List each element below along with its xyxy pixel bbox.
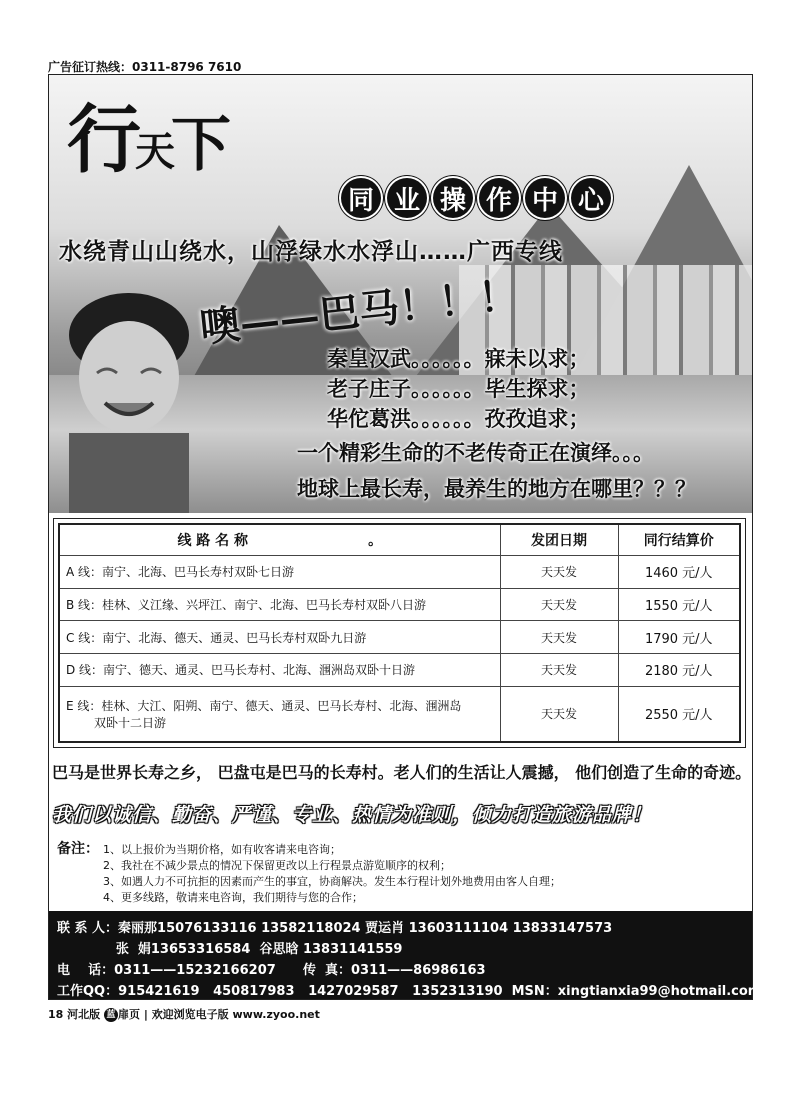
- notes-heading: 备注：: [57, 841, 99, 857]
- title-char: 操: [433, 178, 473, 218]
- hero-line: 老子庄子。。。。。。毕生探求；: [327, 377, 590, 401]
- hero-line: 秦皇汉武。。。。。。寐未以求；: [327, 347, 590, 371]
- edition-label: 河北版: [67, 1008, 101, 1021]
- footer-website: 欢迎浏览电子版 www.zyoo.net: [151, 1008, 320, 1021]
- date-cell: 天天发: [500, 556, 618, 589]
- title-char: 心: [571, 178, 611, 218]
- route-table-box: [53, 518, 746, 748]
- hero-banner: [49, 75, 752, 513]
- logo-char: 天: [135, 128, 175, 175]
- header-date: 发团日期: [500, 524, 618, 556]
- hero-line: 地球上最长寿，最养生的地方在哪里？？？: [297, 477, 696, 501]
- header-dot: 。: [368, 533, 383, 549]
- route-line: E 线：桂林、大江、阳朔、南宁、德天、通灵、巴马长寿村、北海、涠洲岛: [66, 698, 462, 713]
- center-title: [341, 178, 611, 218]
- price-cell: 1790 元/人: [618, 621, 740, 654]
- hero-line: 一个精彩生命的不老传奇正在演绎。。。: [297, 441, 654, 465]
- route-cell: D 线：南宁、德天、通灵、巴马长寿村、北海、涠洲岛双卧十日游: [59, 654, 500, 687]
- table-header-row: [59, 524, 740, 556]
- price-cell: 2180 元/人: [618, 654, 740, 687]
- table-row: [59, 621, 740, 654]
- logo-char: 下: [171, 110, 231, 180]
- elderly-woman-photo: [57, 275, 197, 513]
- date-cell: 天天发: [500, 654, 618, 687]
- badge-icon: 蓝: [104, 1008, 118, 1022]
- route-cell: C 线：南宁、北海、德天、通灵、巴马长寿村双卧九日游: [59, 621, 500, 654]
- route-price-table: [58, 523, 741, 743]
- note-item: 3、如遇人力不可抗拒的因素而产生的事宜，协商解决。发生本行程计划外地费用由客人自理；: [103, 875, 561, 888]
- table-row: [59, 686, 740, 742]
- title-char: 作: [479, 178, 519, 218]
- title-char: 业: [387, 178, 427, 218]
- price-cell: 2550 元/人: [618, 686, 740, 742]
- route-line-cont: 双卧十二日游: [94, 715, 167, 730]
- price-cell: 1550 元/人: [618, 588, 740, 621]
- contact-persons: 联 系 人：秦丽那15076133116 13582118024 贾运肖 13603111104 13833147573: [57, 921, 613, 936]
- route-cell: [59, 686, 500, 742]
- contact-persons-2: 张 娟13653316584 谷思晗 13831141559: [57, 942, 403, 957]
- logo-xingtianxia: [67, 81, 231, 187]
- ad-hotline: 广告征订热线：0311-8796 7610: [48, 60, 242, 74]
- table-row: [59, 556, 740, 589]
- route-cell: A 线：南宁、北海、巴马长寿村双卧七日游: [59, 556, 500, 589]
- brand-label: 扉页: [118, 1008, 140, 1021]
- hero-line: 华佗葛洪。。。。。。孜孜追求；: [327, 407, 590, 431]
- contact-panel: [49, 911, 762, 999]
- hero-exclaim: 噢——巴马！！！: [197, 271, 521, 352]
- contact-qq-msn: 工作QQ：915421619 450817983 1427029587 1352313190 MSN：xingtianxia99@hotmail.com: [57, 984, 762, 999]
- note-item: 2、我社在不减少景点的情况下保留更改以上行程景点游览顺序的权利；: [103, 859, 451, 872]
- note-item: 4、更多线路，敬请来电咨询，我们期待与您的合作；: [103, 891, 363, 904]
- price-cell: 1460 元/人: [618, 556, 740, 589]
- date-cell: 天天发: [500, 621, 618, 654]
- header-route: [59, 524, 500, 556]
- hero-slogan: 水绕青山山绕水，山浮绿水水浮山……广西专线: [59, 239, 563, 265]
- title-char: 同: [341, 178, 381, 218]
- header-route-label: 线 路 名 称: [177, 533, 249, 549]
- table-row: [59, 654, 740, 687]
- contact-phone-fax: 电 话：0311——15232166207 传 真：0311——86986163: [57, 963, 486, 978]
- date-cell: 天天发: [500, 588, 618, 621]
- date-cell: 天天发: [500, 686, 618, 742]
- title-char: 中: [525, 178, 565, 218]
- table-row: [59, 588, 740, 621]
- header-price: 同行结算价: [618, 524, 740, 556]
- logo-char: 行: [67, 97, 141, 183]
- note-item: 1、以上报价为当期价格，如有收客请来电咨询；: [103, 843, 341, 856]
- company-motto: 我们以诚信、勤奋、严谨、专业、热情为准则，倾力打造旅游品牌！: [52, 804, 653, 826]
- page-number: 18: [48, 1008, 64, 1021]
- page-footer: 18 河北版 蓝 扉页 | 欢迎浏览电子版 www.zyoo.net: [48, 1008, 320, 1021]
- longevity-statement: 巴马是世界长寿之乡， 巴盘屯是巴马的长寿村。老人们的生活让人震撼， 他们创造了生命的奇迹。: [52, 763, 752, 782]
- route-cell: B 线：桂林、义江缘、兴坪江、南宁、北海、巴马长寿村双卧八日游: [59, 588, 500, 621]
